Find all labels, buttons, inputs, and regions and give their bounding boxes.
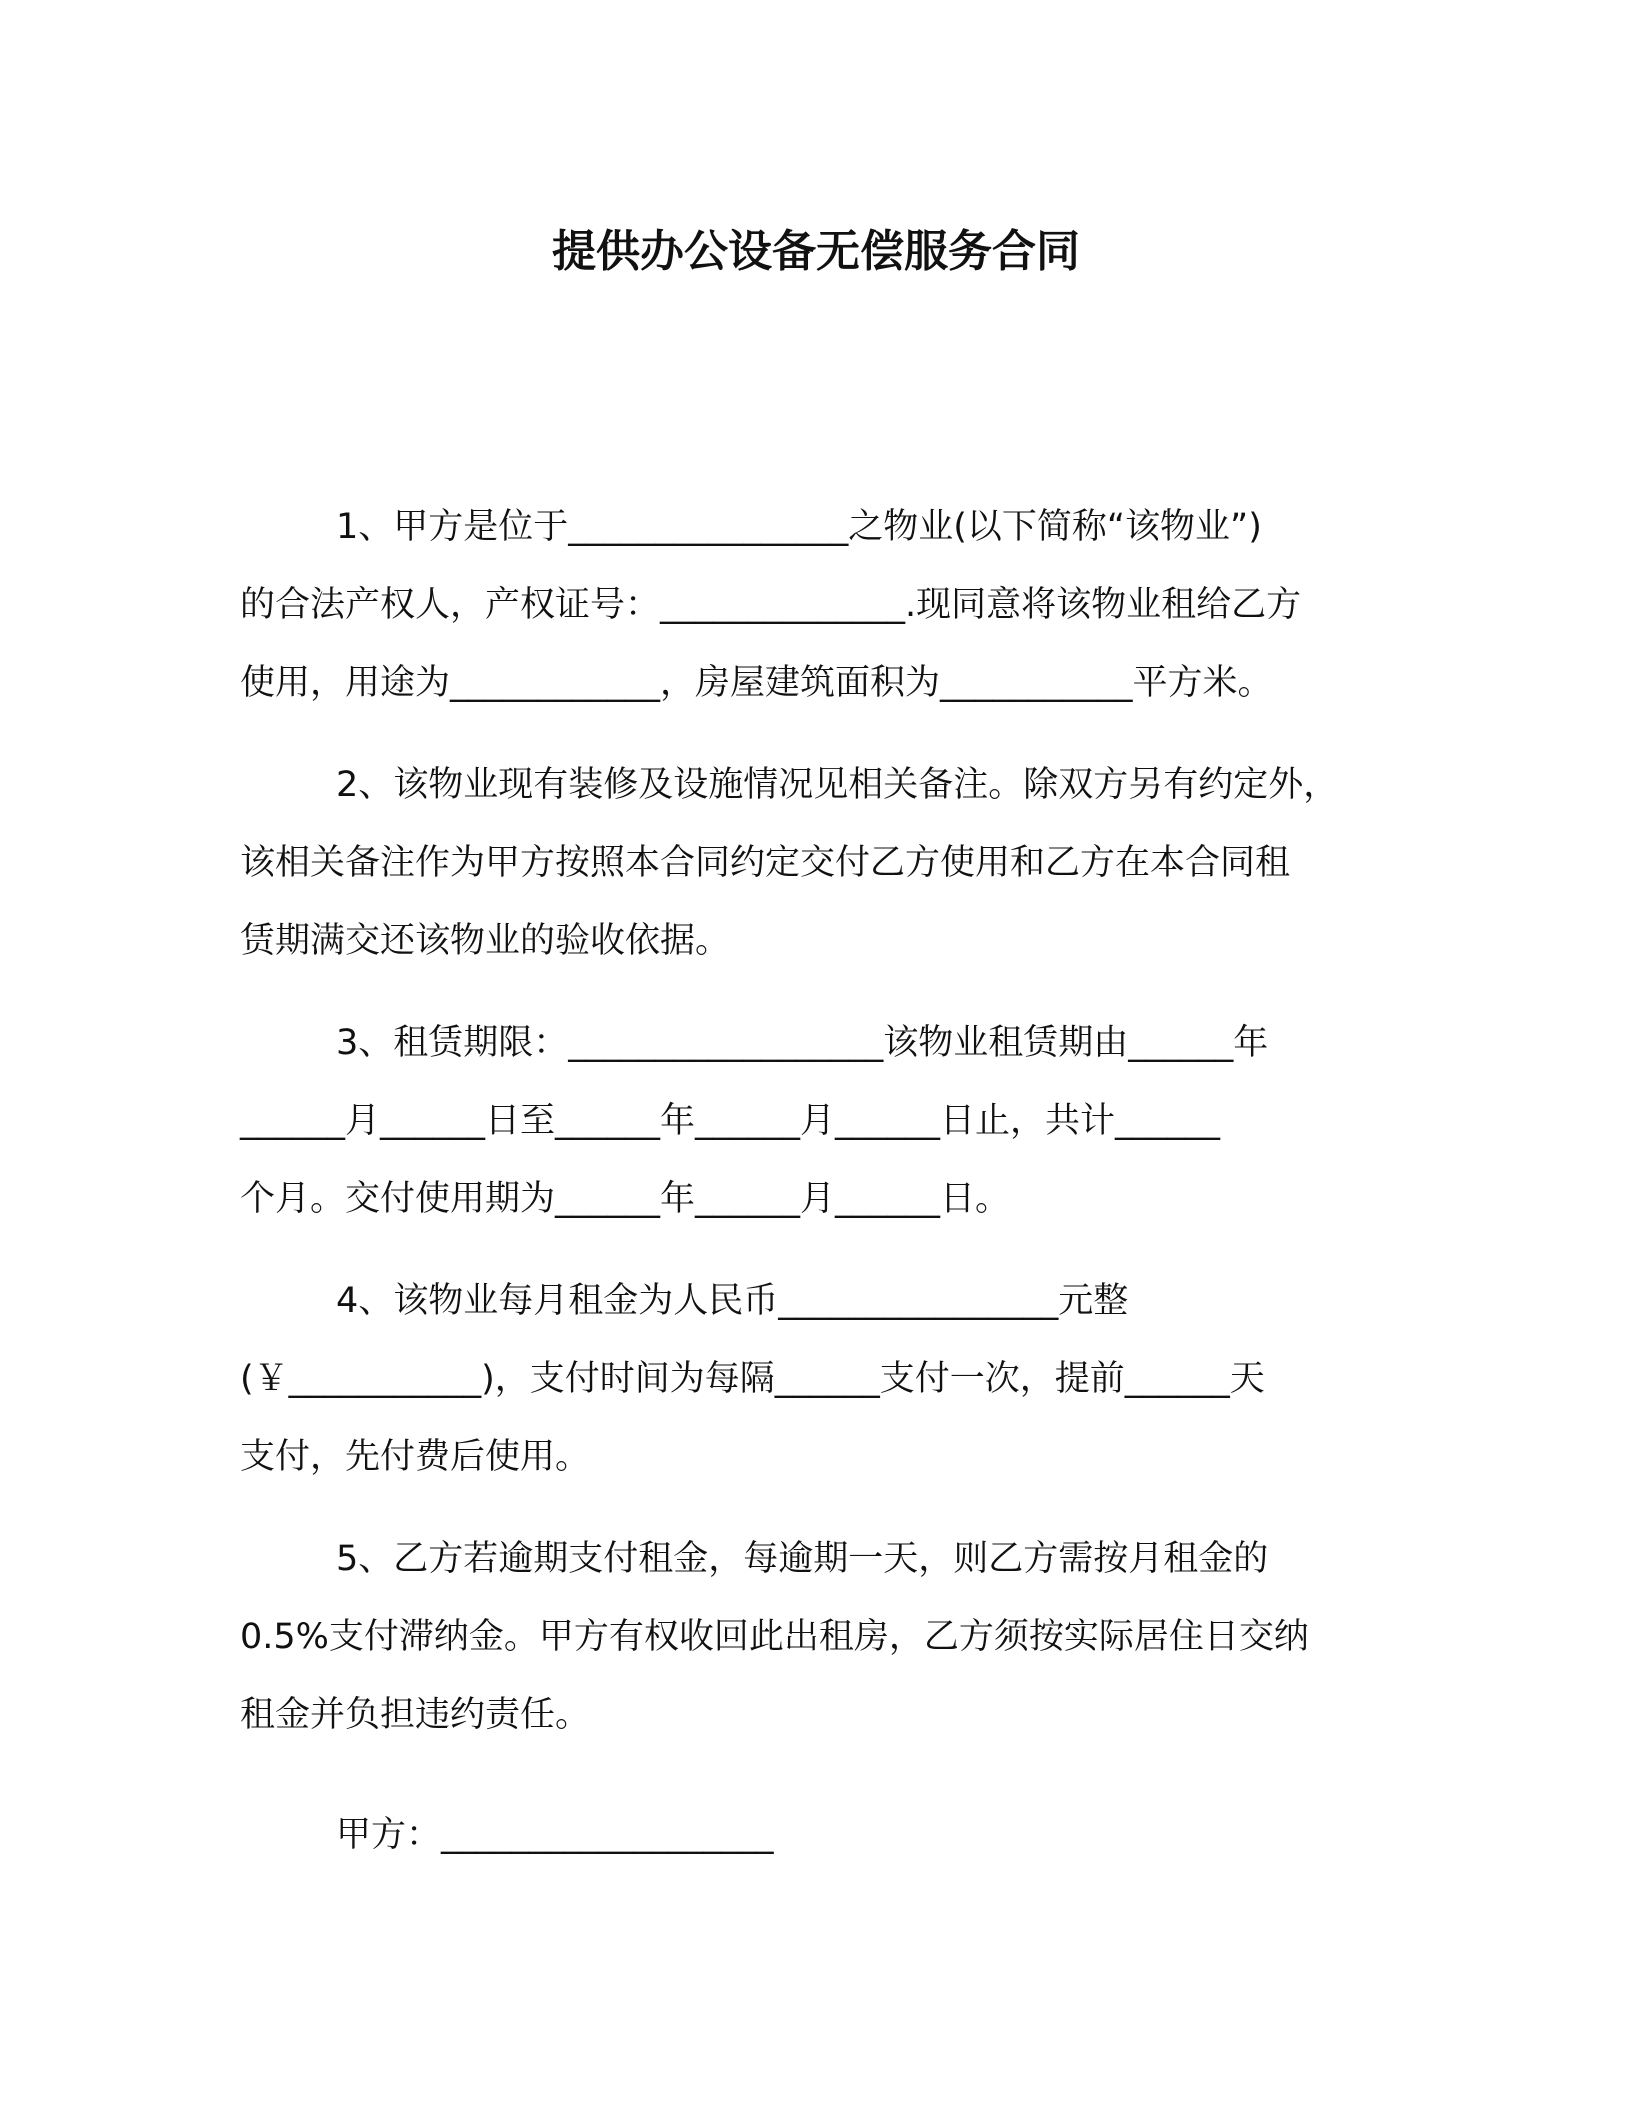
clause-2 bbox=[240, 746, 1392, 980]
clause-5-line-2: 0.5%支付滞纳金。甲方有权收回此出租房，乙方须按实际居住日交纳 bbox=[240, 1617, 1309, 1657]
clause-1-line-1: 1、甲方是位于________________之物业(以下简称“该物业”) bbox=[336, 507, 1262, 547]
clause-4-line-3: 支付，先付费后使用。 bbox=[240, 1437, 591, 1477]
clause-3-line-2: ______月______日至______年______月______日止，共计______ bbox=[240, 1101, 1221, 1141]
document-title: 提供办公设备无偿服务合同 bbox=[552, 226, 1080, 277]
clause-1-line-2: 的合法产权人，产权证号：______________.现同意将该物业租给乙方 bbox=[240, 585, 1302, 625]
clause-3-line-3: 个月。交付使用期为______年______月______日。 bbox=[240, 1179, 1011, 1219]
clause-1-line-3: 使用，用途为____________，房屋建筑面积为___________平方米。 bbox=[240, 663, 1273, 703]
party-a-signature-line: 甲方：___________________ bbox=[336, 1815, 774, 1855]
clause-4 bbox=[240, 1262, 1392, 1496]
clause-2-line-1: 2、该物业现有装修及设施情况见相关备注。除双方另有约定外， bbox=[336, 765, 1339, 805]
clause-3-line-1: 3、租赁期限：__________________该物业租赁期由______年 bbox=[336, 1023, 1269, 1063]
document-body bbox=[240, 488, 1392, 1778]
clause-5-line-1: 5、乙方若逾期支付租金，每逾期一天，则乙方需按月租金的 bbox=[336, 1539, 1269, 1579]
clause-3 bbox=[240, 1004, 1392, 1238]
clause-2-line-2: 该相关备注作为甲方按照本合同约定交付乙方使用和乙方在本合同租 bbox=[240, 843, 1291, 883]
clause-5 bbox=[240, 1520, 1392, 1754]
clause-1 bbox=[240, 488, 1392, 722]
clause-2-line-3: 赁期满交还该物业的验收依据。 bbox=[240, 921, 731, 961]
clause-5-line-3: 租金并负担违约责任。 bbox=[240, 1695, 591, 1735]
clause-4-line-1: 4、该物业每月租金为人民币________________元整 bbox=[336, 1281, 1129, 1321]
clause-4-line-2: (￥___________)，支付时间为每隔______支付一次，提前______天 bbox=[240, 1359, 1265, 1399]
